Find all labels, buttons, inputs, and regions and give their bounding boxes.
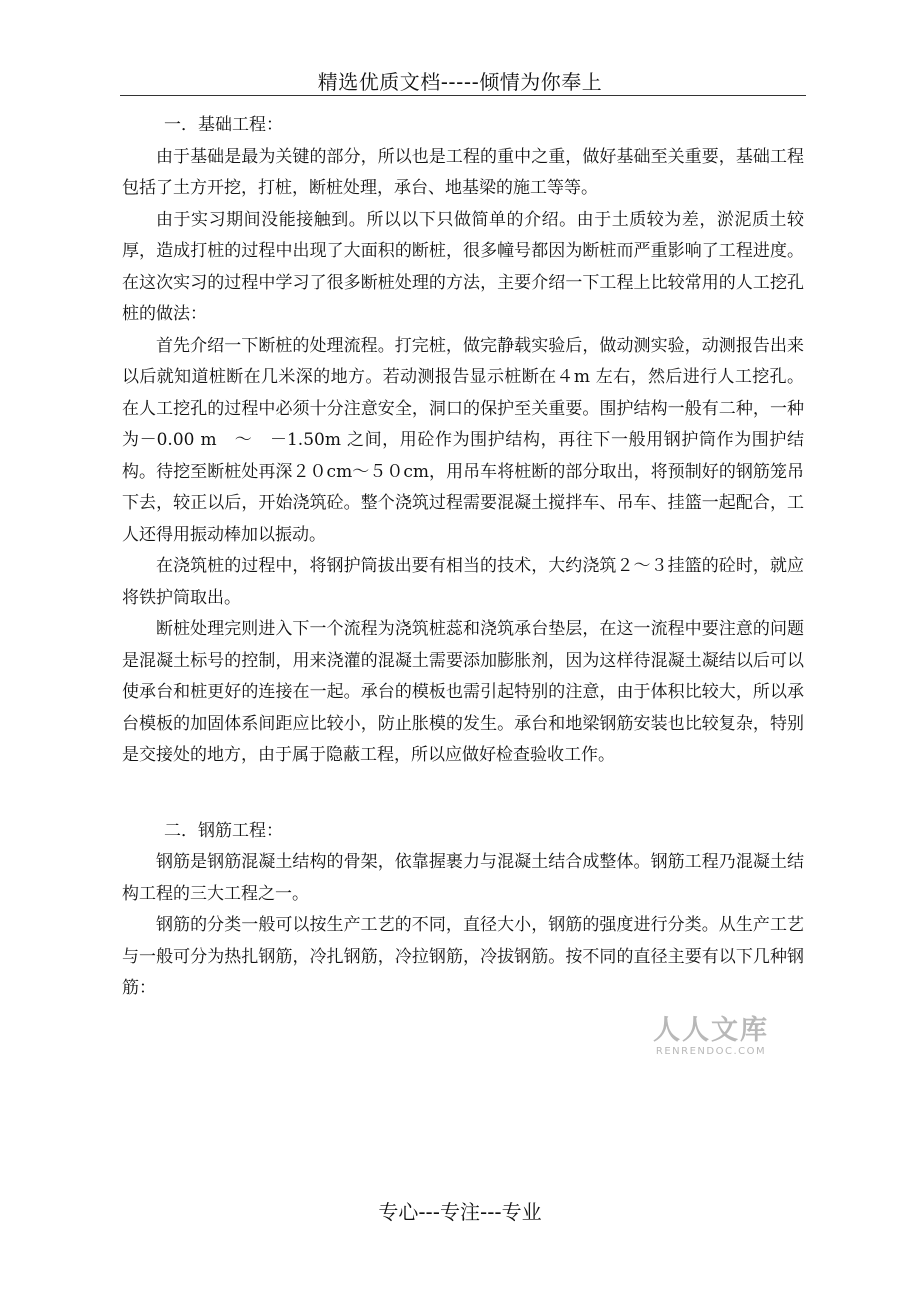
section-1-heading: 一．基础工程： <box>164 115 283 135</box>
section-1-paragraph: 首先介绍一下断桩的处理流程。打完桩，做完静载实验后，做动测实验，动测报告出来以后就知道桩断在几米深的地方。若动测报告显示桩断在４m 左右，然后进行人工挖孔。在人工挖孔的过程中必须十分注意安全，洞口的保护至关重要。围护结构一般有二种，一种为－0.00 m ～ －1.50m 之间，用砼作为围护结构，再往下一般用钢护筒作为围护结构。待挖至断桩处再深２０cm～５０cm，用吊车将桩断的部分取出，将预制好的钢筋笼吊下去，较正以后，开始浇筑砼。整个浇筑过程需要混凝土搅拌车、吊车、挂篮一起配合，工人还得用振动棒加以振动。 <box>122 335 804 545</box>
page-footer-title: 专心---专注---专业 <box>378 1200 542 1224</box>
section-1-paragraph: 由于实习期间没能接触到。所以以下只做简单的介绍。由于土质较为差，淤泥质土较厚，造成打桩的过程中出现了大面积的断桩，很多幢号都因为断桩而严重影响了工程进度。在这次实习的过程中学习了很多断桩处理的方法，主要介绍一下工程上比较常用的人工挖孔桩的做法： <box>122 209 804 324</box>
section-spacer <box>122 772 804 816</box>
section-2-paragraph: 钢筋是钢筋混凝土结构的骨架，依靠握裹力与混凝土结合成整体。钢筋工程乃混凝土结构工程的三大工程之一。 <box>122 852 804 904</box>
section-1-paragraph: 断桩处理完则进入下一个流程为浇筑桩蕊和浇筑承台垫层，在这一流程中要注意的问题是混凝土标号的控制，用来浇灌的混凝土需要添加膨胀剂，因为这样待混凝土凝结以后可以使承台和桩更好的连接在一起。承台的模板也需引起特别的注意，由于体积比较大，所以承台模板的加固体系间距应比较小，防止胀模的发生。承台和地梁钢筋安装也比较复杂，特别是交接处的地方，由于属于隐蔽工程，所以应做好检查验收工作。 <box>122 619 804 765</box>
watermark-domain: RENRENDOC.COM <box>655 1046 767 1057</box>
header-divider <box>120 95 806 96</box>
section-2-heading: 二．钢筋工程： <box>164 820 283 841</box>
document-body <box>122 110 804 1005</box>
renrendoc-watermark <box>646 1016 776 1058</box>
section-1-paragraph: 由于基础是最为关键的部分，所以也是工程的重中之重，做好基础至关重要，基础工程包括了土方开挖，打桩，断桩处理，承台、地基梁的施工等等。 <box>122 146 804 198</box>
page-header-title: 精选优质文档-----倾情为你奉上 <box>317 70 603 94</box>
section-2-paragraph: 钢筋的分类一般可以按生产工艺的不同，直径大小，钢筋的强度进行分类。从生产工艺与一般可分为热扎钢筋，冷扎钢筋，冷拉钢筋，冷拔钢筋。按不同的直径主要有以下几种钢筋： <box>122 915 804 998</box>
watermark-name: 人人文库 <box>653 1015 769 1046</box>
section-1-paragraph: 在浇筑桩的过程中，将钢护筒拔出要有相当的技术，大约浇筑２～３挂篮的砼时，就应将铁护筒取出。 <box>122 556 804 608</box>
